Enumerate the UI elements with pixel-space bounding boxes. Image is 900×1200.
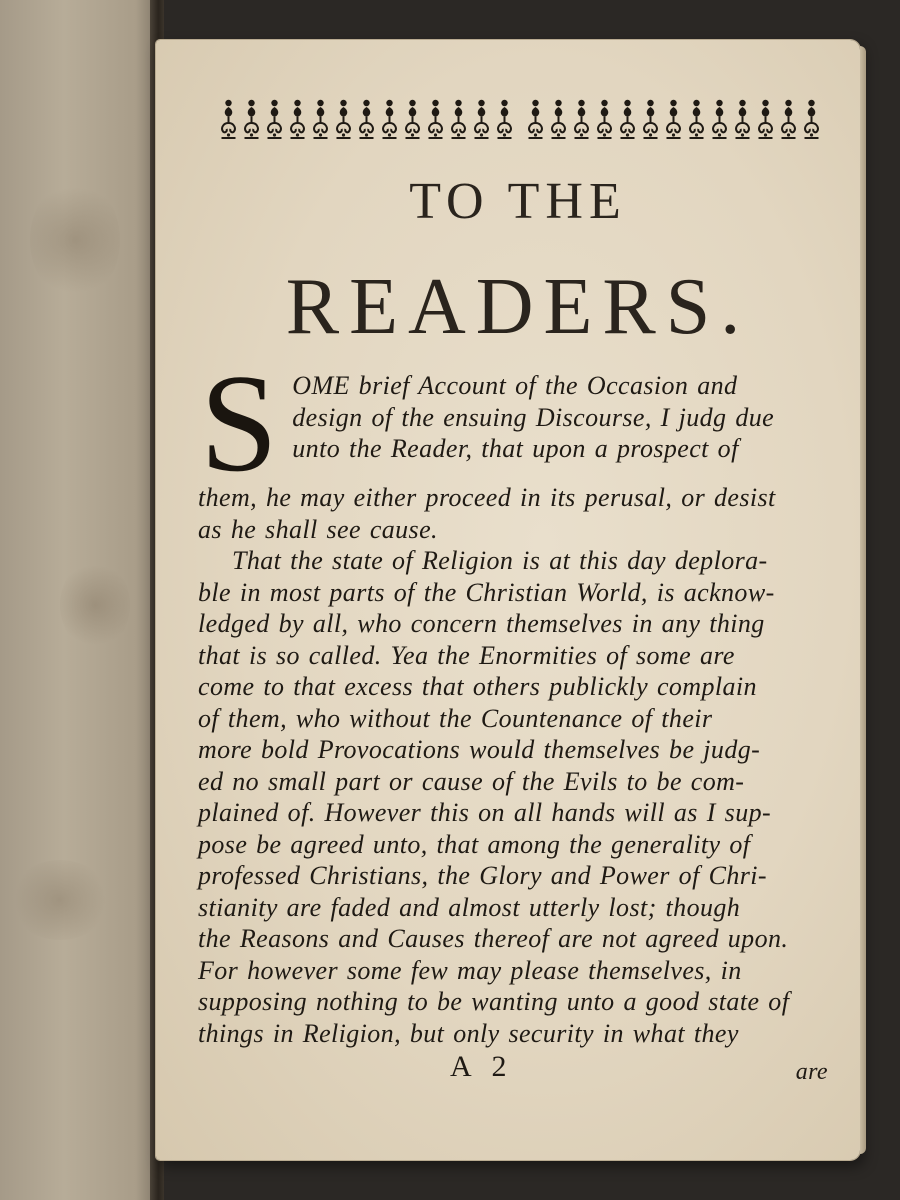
page-edge [860, 46, 866, 1154]
text-line: them, he may either proceed in its perusal, or desist [198, 483, 776, 512]
fleuron-ornament [264, 98, 285, 142]
text-line: of them, who without the Countenance of their [198, 703, 713, 733]
left-facing-page [0, 0, 160, 1200]
fleuron-ornament [402, 98, 423, 142]
book-page [156, 40, 860, 1160]
text-line: OME brief Account of the Occasion and [292, 371, 738, 400]
page-footer [198, 1051, 838, 1091]
signature-mark: A 2 [450, 1050, 513, 1083]
fleuron-ornament [218, 98, 239, 142]
fleuron-ornament [287, 98, 308, 142]
text-line: unto the Reader, that upon a prospect of [292, 434, 739, 463]
heading-readers: READERS. [285, 263, 751, 351]
fleuron-ornament [525, 98, 546, 142]
fleuron-ornament [571, 98, 592, 142]
text-line: as he shall see cause. [198, 514, 438, 544]
drop-cap: S [200, 346, 279, 501]
text-line: ed no small part or cause of the Evils to be com- [198, 766, 745, 796]
fleuron-ornament [663, 98, 684, 142]
fleuron-ornament [732, 98, 753, 142]
text-line: That the state of Religion is at this day deplora- [232, 546, 768, 575]
fleuron-ornament [686, 98, 707, 142]
fleuron-ornament [310, 98, 331, 142]
text-line: professed Christians, the Glory and Power of Chri- [198, 861, 767, 890]
fleuron-ornament [755, 98, 776, 142]
catchword: are [795, 1059, 828, 1085]
fleuron-ornament [333, 98, 354, 142]
fleuron-ornament [494, 98, 515, 142]
text-line: ledged by all, who concern themselves in any thing [198, 609, 765, 638]
text-line: pose be agreed unto, that among the generality of [198, 829, 751, 859]
text-line: supposing nothing to be wanting unto a good state of [198, 987, 790, 1016]
heading-to-the: TO THE [409, 173, 627, 230]
fleuron-ornament [778, 98, 799, 142]
fleuron-ornament [548, 98, 569, 142]
fleuron-ornament [617, 98, 638, 142]
text-line: the Reasons and Causes thereof are not agreed upon. [198, 924, 789, 953]
text-line: things in Religion, but only security in what they [198, 1018, 739, 1048]
text-line: more bold Provocations would themselves be judg- [198, 735, 761, 764]
fleuron-ornament [356, 98, 377, 142]
text-line: come to that excess that others publickly complain [198, 672, 757, 701]
fleuron-ornament [448, 98, 469, 142]
text-line: ble in most parts of the Christian World, is acknow- [198, 577, 775, 607]
body-text [198, 346, 838, 1091]
text-line: For however some few may please themselves, in [198, 955, 742, 985]
text-line: plained of. However this on all hands will as I sup- [198, 798, 772, 827]
fleuron-ornament [801, 98, 822, 142]
fleuron-ornament [471, 98, 492, 142]
fleuron-ornament [241, 98, 262, 142]
fleuron-ornament [640, 98, 661, 142]
fleuron-ornament [379, 98, 400, 142]
text-line: that is so called. Yea the Enormities of some are [198, 640, 735, 670]
fleuron-ornament [425, 98, 446, 142]
fleuron-ornament [709, 98, 730, 142]
text-line: design of the ensuing Discourse, I judg due [292, 402, 775, 432]
page-content [198, 96, 838, 1091]
text-line: stianity are faded and almost utterly lost; though [198, 892, 741, 922]
ornamental-border [202, 96, 838, 144]
fleuron-ornament [594, 98, 615, 142]
